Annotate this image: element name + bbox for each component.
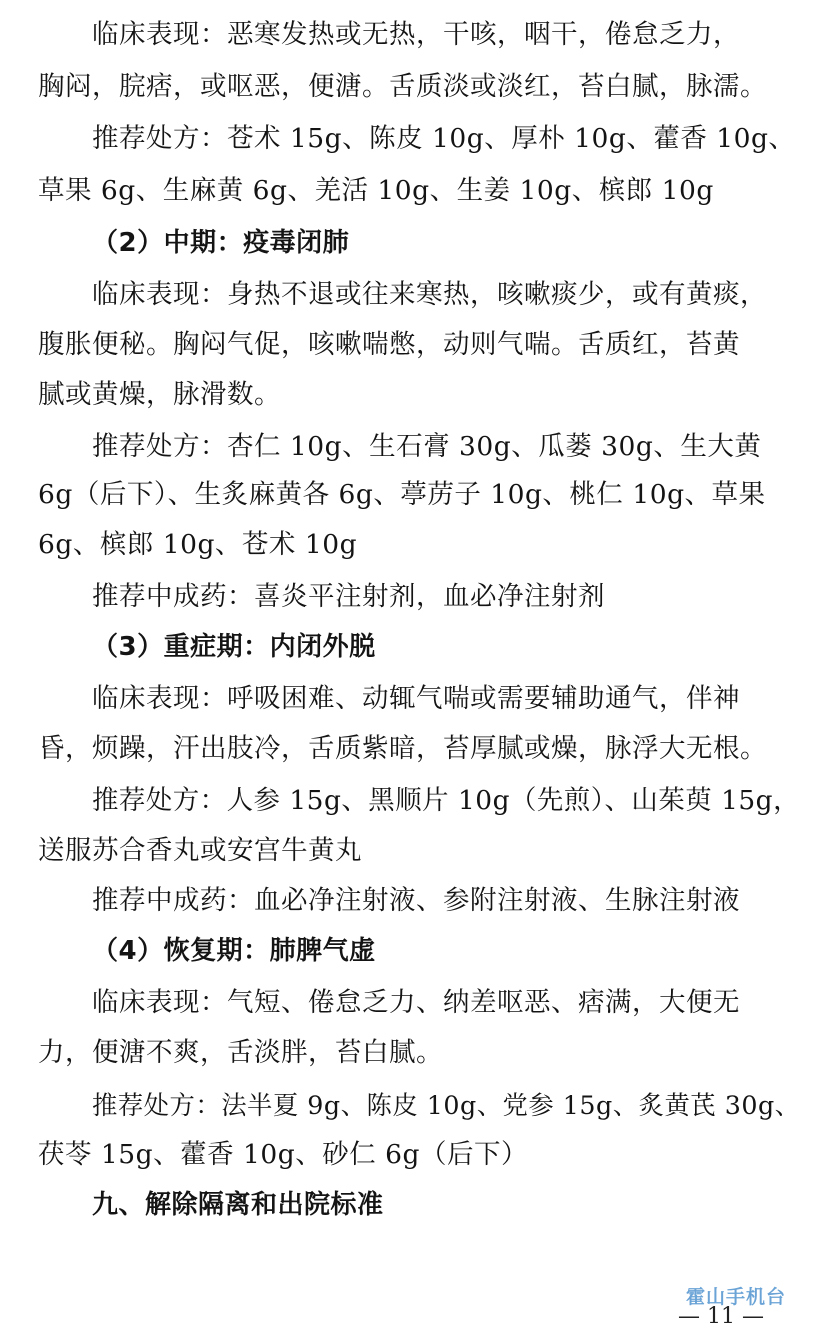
text-line: 胸闷，脘痞，或呕恶，便溏。舌质淡或淡红，苔白腻，脉濡。 [38, 71, 767, 102]
text-line: 腹胀便秘。胸闷气促，咳嗽喘憋，动则气喘。舌质红，苔黄 [38, 329, 740, 360]
text-line: 推荐中成药：血必净注射液、参附注射液、生脉注射液 [92, 885, 740, 916]
text-line: 腻或黄燥，脉滑数。 [38, 379, 281, 410]
text-line: 临床表现：气短、倦怠乏力、纳差呕恶、痞满，大便无 [92, 987, 740, 1018]
text-line: 推荐处方：苍术 15g、陈皮 10g、厚朴 10g、藿香 10g、 [92, 123, 796, 154]
text-line: 6g（后下）、生炙麻黄各 6g、葶苈子 10g、桃仁 10g、草果 [38, 479, 766, 510]
page-number: — 11 — [678, 1304, 764, 1329]
text-line: 临床表现：呼吸困难、动辄气喘或需要辅助通气，伴神 [92, 683, 740, 714]
text-line: 昏，烦躁，汗出肢冷，舌质紫暗，苔厚腻或燥，脉浮大无根。 [38, 733, 767, 764]
text-line: 推荐处方：法半夏 9g、陈皮 10g、党参 15g、炙黄芪 30g、 [92, 1090, 801, 1120]
section-heading: （3）重症期：内闭外脱 [92, 632, 376, 662]
text-line: 茯苓 15g、藿香 10g、砂仁 6g（后下） [38, 1139, 528, 1170]
section-heading: （2）中期：疫毒闭肺 [92, 228, 350, 258]
watermark-logo: 霍山手机台 [686, 1286, 787, 1308]
text-line: 推荐处方：杏仁 10g、生石膏 30g、瓜蒌 30g、生大黄 [92, 431, 762, 462]
text-line: 6g、槟郎 10g、苍术 10g [38, 529, 358, 560]
text-line: 临床表现：恶寒发热或无热，干咳，咽干，倦怠乏力， [92, 19, 740, 50]
text-line: 推荐处方：人参 15g、黑顺片 10g（先煎）、山茱萸 15g， [92, 785, 801, 816]
text-line: 送服苏合香丸或安宫牛黄丸 [38, 835, 362, 866]
text-line: 草果 6g、生麻黄 6g、羌活 10g、生姜 10g、槟郎 10g [38, 175, 714, 206]
text-line: 力，便溏不爽，舌淡胖，苔白腻。 [38, 1037, 443, 1068]
section-heading: 九、解除隔离和出院标准 [92, 1190, 384, 1220]
section-heading: （4）恢复期：肺脾气虚 [92, 936, 376, 966]
text-line: 临床表现：身热不退或往来寒热，咳嗽痰少，或有黄痰， [92, 279, 767, 310]
text-line: 推荐中成药：喜炎平注射剂，血必净注射剂 [92, 581, 605, 612]
